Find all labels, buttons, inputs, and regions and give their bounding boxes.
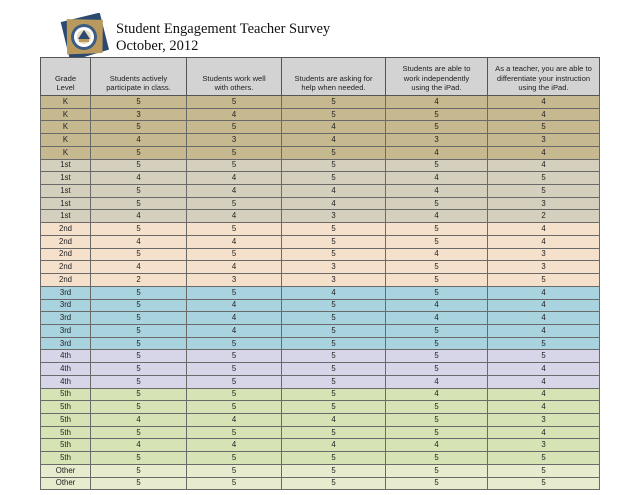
table-row: [41, 159, 600, 172]
participate-cell: 4: [91, 172, 187, 185]
differentiate-cell: 5: [488, 452, 600, 465]
differentiate-cell: 4: [488, 363, 600, 376]
table-row: [41, 210, 600, 223]
grade-cell: 5th: [41, 401, 91, 414]
table-row: [41, 197, 600, 210]
work-independently-cell: 4: [386, 210, 488, 223]
participate-cell: 5: [91, 197, 187, 210]
asking-help-cell: 5: [282, 248, 386, 261]
differentiate-cell: 4: [488, 388, 600, 401]
table-row: [41, 464, 600, 477]
grade-cell: K: [41, 108, 91, 121]
work-with-others-cell: 5: [187, 350, 282, 363]
differentiate-cell: 4: [488, 108, 600, 121]
work-with-others-cell: 5: [187, 426, 282, 439]
asking-help-cell: 5: [282, 452, 386, 465]
differentiate-cell: 4: [488, 312, 600, 325]
participate-cell: 5: [91, 426, 187, 439]
asking-help-cell: 5: [282, 324, 386, 337]
differentiate-cell: 5: [488, 464, 600, 477]
col-header-grade: Grade Level: [41, 58, 91, 96]
asking-help-cell: 5: [282, 235, 386, 248]
differentiate-cell: 5: [488, 350, 600, 363]
differentiate-cell: 4: [488, 223, 600, 236]
grade-cell: 2nd: [41, 223, 91, 236]
table-row: [41, 248, 600, 261]
participate-cell: 5: [91, 299, 187, 312]
participate-cell: 5: [91, 401, 187, 414]
table-row: [41, 121, 600, 134]
grade-cell: 1st: [41, 210, 91, 223]
header-row: [41, 58, 600, 96]
work-with-others-cell: 4: [187, 235, 282, 248]
work-with-others-cell: 5: [187, 452, 282, 465]
work-with-others-cell: 4: [187, 261, 282, 274]
participate-cell: 5: [91, 375, 187, 388]
differentiate-cell: 3: [488, 413, 600, 426]
differentiate-cell: 5: [488, 337, 600, 350]
work-with-others-cell: 5: [187, 223, 282, 236]
asking-help-cell: 5: [282, 477, 386, 490]
participate-cell: 5: [91, 464, 187, 477]
grade-cell: 3rd: [41, 286, 91, 299]
work-independently-cell: 5: [386, 401, 488, 414]
grade-cell: 2nd: [41, 274, 91, 287]
page-title: [116, 21, 330, 55]
table-row: [41, 413, 600, 426]
participate-cell: 4: [91, 134, 187, 147]
asking-help-cell: 3: [282, 274, 386, 287]
work-independently-cell: 5: [386, 426, 488, 439]
differentiate-cell: 5: [488, 274, 600, 287]
col-header-participate: Students actively participate in class.: [91, 58, 187, 96]
work-independently-cell: 4: [386, 299, 488, 312]
differentiate-cell: 3: [488, 439, 600, 452]
table-row: [41, 312, 600, 325]
table-row: [41, 261, 600, 274]
participate-cell: 5: [91, 363, 187, 376]
work-independently-cell: 5: [386, 324, 488, 337]
work-independently-cell: 5: [386, 223, 488, 236]
differentiate-cell: 3: [488, 197, 600, 210]
work-independently-cell: 5: [386, 286, 488, 299]
participate-cell: 5: [91, 96, 187, 109]
col-header-asking-help: Students are asking for help when needed.: [282, 58, 386, 96]
asking-help-cell: 4: [282, 134, 386, 147]
asking-help-cell: 5: [282, 146, 386, 159]
participate-cell: 5: [91, 185, 187, 198]
work-independently-cell: 4: [386, 439, 488, 452]
work-with-others-cell: 5: [187, 375, 282, 388]
work-independently-cell: 5: [386, 363, 488, 376]
table-row: [41, 108, 600, 121]
grade-cell: 5th: [41, 452, 91, 465]
asking-help-cell: 5: [282, 223, 386, 236]
work-with-others-cell: 5: [187, 363, 282, 376]
asking-help-cell: 5: [282, 375, 386, 388]
col-header-work-with-others: Students work well with others.: [187, 58, 282, 96]
work-with-others-cell: 5: [187, 146, 282, 159]
work-independently-cell: 4: [386, 375, 488, 388]
work-independently-cell: 5: [386, 108, 488, 121]
differentiate-cell: 4: [488, 401, 600, 414]
work-independently-cell: 4: [386, 146, 488, 159]
asking-help-cell: 5: [282, 299, 386, 312]
participate-cell: 4: [91, 235, 187, 248]
work-independently-cell: 5: [386, 261, 488, 274]
table-row: [41, 363, 600, 376]
differentiate-cell: 2: [488, 210, 600, 223]
grade-cell: 3rd: [41, 312, 91, 325]
grade-cell: K: [41, 121, 91, 134]
work-independently-cell: 4: [386, 172, 488, 185]
differentiate-cell: 4: [488, 286, 600, 299]
asking-help-cell: 5: [282, 363, 386, 376]
table-row: [41, 452, 600, 465]
work-with-others-cell: 4: [187, 312, 282, 325]
asking-help-cell: 5: [282, 312, 386, 325]
work-with-others-cell: 5: [187, 388, 282, 401]
title-line-1: Student Engagement Teacher Survey: [116, 21, 331, 37]
differentiate-cell: 5: [488, 477, 600, 490]
grade-cell: 1st: [41, 185, 91, 198]
grade-cell: K: [41, 134, 91, 147]
differentiate-cell: 4: [488, 159, 600, 172]
participate-cell: 2: [91, 274, 187, 287]
participate-cell: 3: [91, 108, 187, 121]
participate-cell: 5: [91, 324, 187, 337]
work-with-others-cell: 4: [187, 185, 282, 198]
differentiate-cell: 3: [488, 261, 600, 274]
work-with-others-cell: 5: [187, 286, 282, 299]
participate-cell: 5: [91, 286, 187, 299]
work-with-others-cell: 4: [187, 108, 282, 121]
participate-cell: 5: [91, 388, 187, 401]
work-independently-cell: 4: [386, 388, 488, 401]
work-independently-cell: 5: [386, 477, 488, 490]
work-with-others-cell: 5: [187, 197, 282, 210]
table-row: [41, 477, 600, 490]
work-independently-cell: 5: [386, 350, 488, 363]
work-independently-cell: 5: [386, 452, 488, 465]
table-row: [41, 185, 600, 198]
participate-cell: 5: [91, 223, 187, 236]
grade-cell: Other: [41, 464, 91, 477]
work-with-others-cell: 4: [187, 324, 282, 337]
differentiate-cell: 4: [488, 146, 600, 159]
participate-cell: 5: [91, 312, 187, 325]
grade-cell: 5th: [41, 413, 91, 426]
grade-cell: 1st: [41, 197, 91, 210]
work-independently-cell: 5: [386, 121, 488, 134]
participate-cell: 4: [91, 210, 187, 223]
table-row: [41, 299, 600, 312]
table-row: [41, 172, 600, 185]
participate-cell: 5: [91, 477, 187, 490]
differentiate-cell: 3: [488, 134, 600, 147]
asking-help-cell: 4: [282, 286, 386, 299]
work-independently-cell: 4: [386, 248, 488, 261]
differentiate-cell: 5: [488, 172, 600, 185]
work-with-others-cell: 5: [187, 401, 282, 414]
title-line-2: October, 2012: [116, 38, 199, 54]
survey-body: [41, 96, 600, 490]
grade-cell: 2nd: [41, 261, 91, 274]
work-with-others-cell: 5: [187, 337, 282, 350]
asking-help-cell: 5: [282, 108, 386, 121]
differentiate-cell: 3: [488, 248, 600, 261]
table-row: [41, 426, 600, 439]
grade-cell: 3rd: [41, 299, 91, 312]
participate-cell: 4: [91, 261, 187, 274]
table-row: [41, 388, 600, 401]
work-independently-cell: 5: [386, 337, 488, 350]
work-independently-cell: 5: [386, 274, 488, 287]
participate-cell: 5: [91, 248, 187, 261]
participate-cell: 5: [91, 159, 187, 172]
table-row: [41, 146, 600, 159]
asking-help-cell: 5: [282, 464, 386, 477]
differentiate-cell: 4: [488, 96, 600, 109]
grade-cell: 5th: [41, 388, 91, 401]
work-independently-cell: 4: [386, 96, 488, 109]
work-with-others-cell: 4: [187, 413, 282, 426]
participate-cell: 5: [91, 452, 187, 465]
asking-help-cell: 5: [282, 172, 386, 185]
asking-help-cell: 5: [282, 96, 386, 109]
differentiate-cell: 5: [488, 121, 600, 134]
grade-cell: K: [41, 96, 91, 109]
grade-cell: 3rd: [41, 324, 91, 337]
participate-cell: 4: [91, 413, 187, 426]
asking-help-cell: 5: [282, 426, 386, 439]
grade-cell: 2nd: [41, 235, 91, 248]
work-with-others-cell: 5: [187, 464, 282, 477]
work-independently-cell: 5: [386, 235, 488, 248]
asking-help-cell: 5: [282, 350, 386, 363]
grade-cell: 4th: [41, 363, 91, 376]
differentiate-cell: 4: [488, 299, 600, 312]
work-independently-cell: 4: [386, 312, 488, 325]
table-row: [41, 401, 600, 414]
asking-help-cell: 4: [282, 413, 386, 426]
table-row: [41, 286, 600, 299]
work-independently-cell: 5: [386, 159, 488, 172]
grade-cell: 5th: [41, 439, 91, 452]
work-with-others-cell: 4: [187, 210, 282, 223]
work-with-others-cell: 4: [187, 299, 282, 312]
grade-cell: K: [41, 146, 91, 159]
participate-cell: 5: [91, 121, 187, 134]
asking-help-cell: 4: [282, 197, 386, 210]
asking-help-cell: 5: [282, 337, 386, 350]
differentiate-cell: 4: [488, 324, 600, 337]
school-logo: [59, 13, 109, 61]
table-row: [41, 96, 600, 109]
table-row: [41, 337, 600, 350]
asking-help-cell: 5: [282, 401, 386, 414]
asking-help-cell: 5: [282, 388, 386, 401]
col-header-differentiate: As a teacher, you are able to differentiate your instruction using the iPad.: [488, 58, 600, 96]
work-with-others-cell: 3: [187, 274, 282, 287]
participate-cell: 5: [91, 337, 187, 350]
table-row: [41, 134, 600, 147]
work-with-others-cell: 3: [187, 134, 282, 147]
work-with-others-cell: 5: [187, 121, 282, 134]
grade-cell: 4th: [41, 350, 91, 363]
differentiate-cell: 4: [488, 426, 600, 439]
work-with-others-cell: 5: [187, 96, 282, 109]
work-with-others-cell: 5: [187, 248, 282, 261]
survey-table: [40, 57, 600, 490]
asking-help-cell: 4: [282, 439, 386, 452]
work-with-others-cell: 4: [187, 439, 282, 452]
work-with-others-cell: 4: [187, 172, 282, 185]
table-row: [41, 375, 600, 388]
table-row: [41, 324, 600, 337]
participate-cell: 5: [91, 350, 187, 363]
asking-help-cell: 5: [282, 159, 386, 172]
work-independently-cell: 3: [386, 134, 488, 147]
participate-cell: 5: [91, 146, 187, 159]
work-independently-cell: 5: [386, 413, 488, 426]
grade-cell: 4th: [41, 375, 91, 388]
table-row: [41, 223, 600, 236]
work-independently-cell: 5: [386, 197, 488, 210]
participate-cell: 4: [91, 439, 187, 452]
work-independently-cell: 4: [386, 185, 488, 198]
differentiate-cell: 4: [488, 235, 600, 248]
grade-cell: 1st: [41, 159, 91, 172]
table-row: [41, 235, 600, 248]
asking-help-cell: 3: [282, 210, 386, 223]
grade-cell: 1st: [41, 172, 91, 185]
asking-help-cell: 4: [282, 121, 386, 134]
asking-help-cell: 4: [282, 185, 386, 198]
table-row: [41, 274, 600, 287]
grade-cell: 3rd: [41, 337, 91, 350]
work-independently-cell: 5: [386, 464, 488, 477]
grade-cell: Other: [41, 477, 91, 490]
differentiate-cell: 4: [488, 375, 600, 388]
differentiate-cell: 5: [488, 185, 600, 198]
table-row: [41, 439, 600, 452]
grade-cell: 5th: [41, 426, 91, 439]
work-with-others-cell: 5: [187, 159, 282, 172]
col-header-work-independently: Students are able to work independently using the iPad.: [386, 58, 488, 96]
work-with-others-cell: 5: [187, 477, 282, 490]
table-row: [41, 350, 600, 363]
grade-cell: 2nd: [41, 248, 91, 261]
asking-help-cell: 3: [282, 261, 386, 274]
